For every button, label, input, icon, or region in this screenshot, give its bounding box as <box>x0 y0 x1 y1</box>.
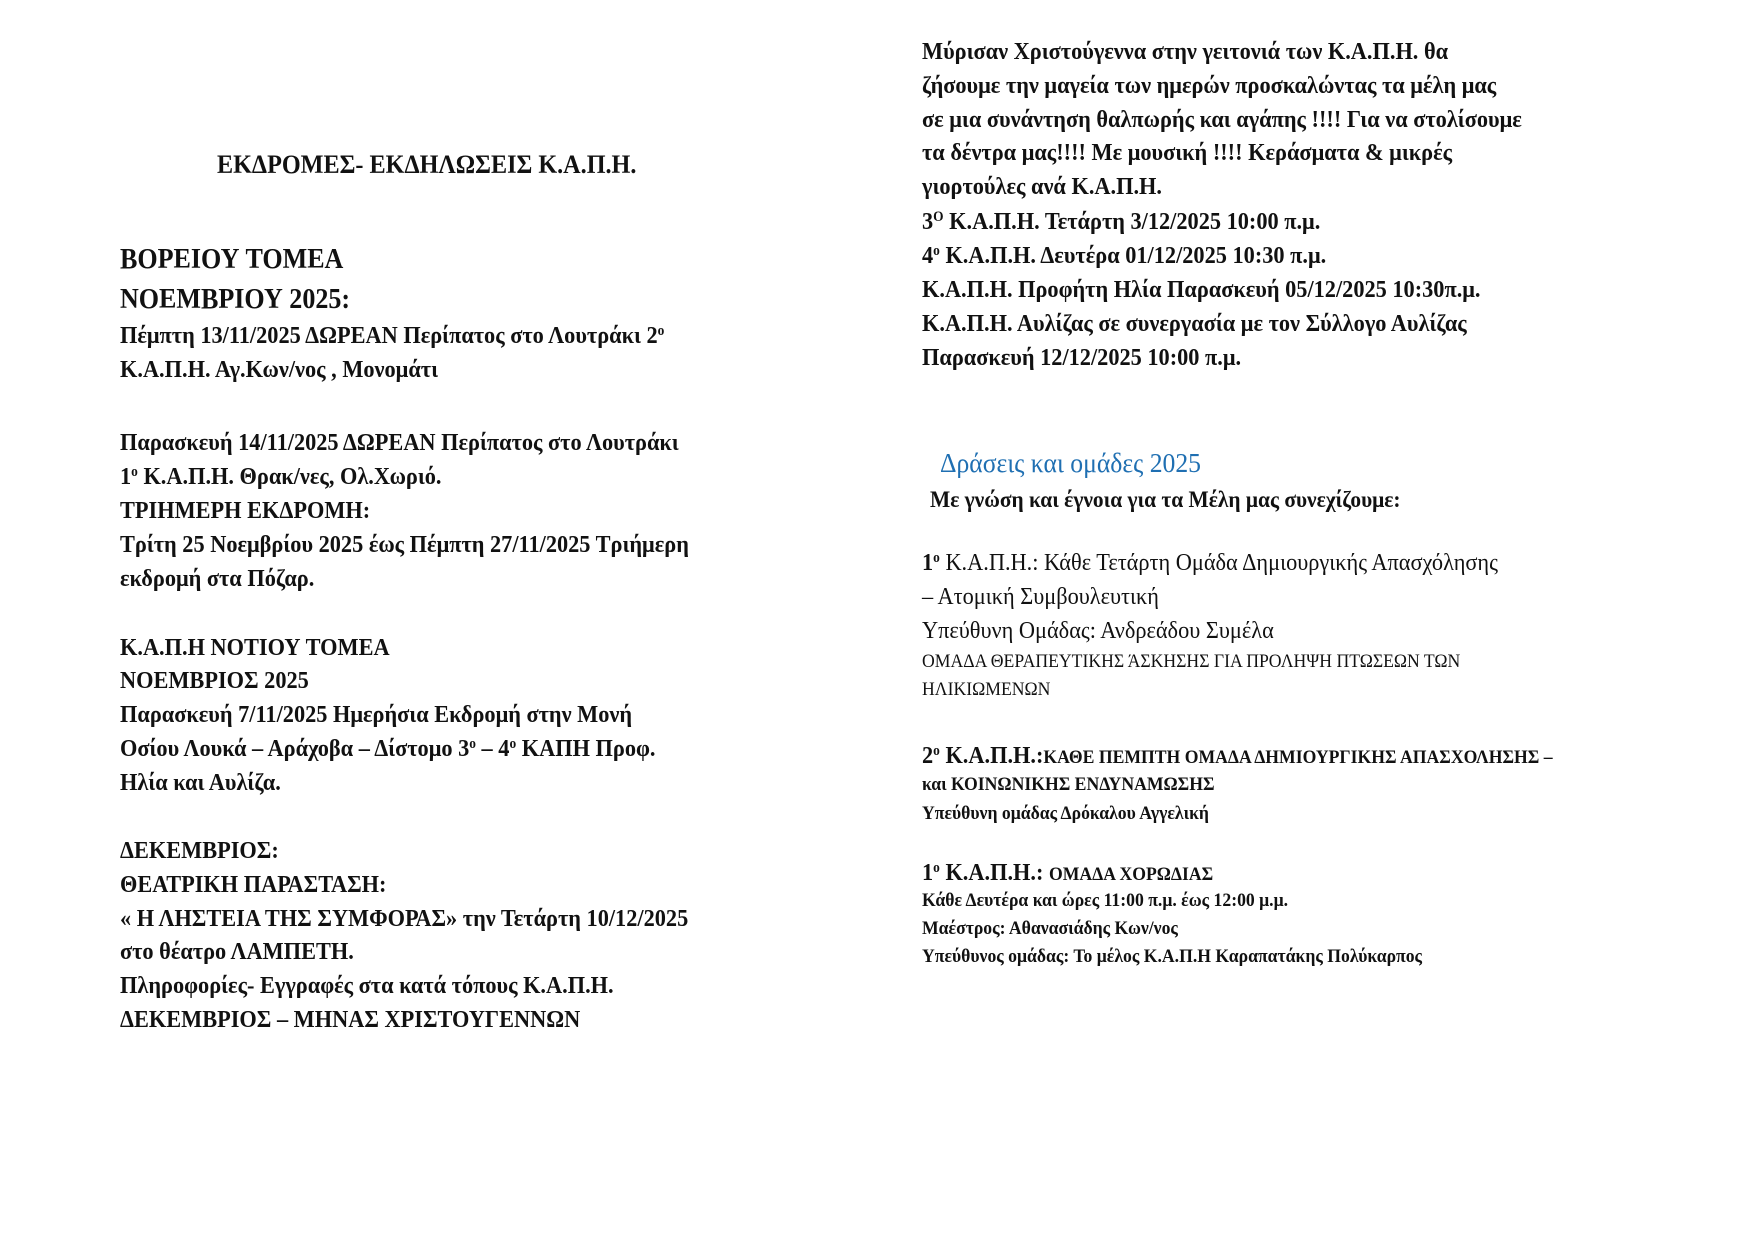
group3-num: 1 <box>922 860 934 886</box>
event-3rd-kapi <box>922 210 1320 234</box>
christmas-heading: ΔΕΚΕΜΒΡΙΟΣ – ΜΗΝΑΣ ΧΡΙΣΤΟΥΓΕΝΝΩΝ <box>120 1007 581 1033</box>
info-line: Πληροφορίες- Εγγραφές στα κατά τόπους Κ.Α.Π.Η. <box>120 973 614 999</box>
event1-num: 3 <box>922 209 934 235</box>
walk2-line1: Παρασκευή 14/11/2025 ΔΩΡΕΑΝ Περίπατος στο Λουτράκι <box>120 430 679 456</box>
south-text-b: – 4 <box>475 736 510 762</box>
group1-line3: Υπεύθυνη Ομάδας: Ανδρεάδου Συμέλα <box>922 618 1274 644</box>
north-month-heading: ΝΟΕΜΒΡΙΟΥ 2025: <box>120 284 351 315</box>
group2-label: Κ.Α.Π.Η.: <box>939 743 1044 769</box>
ordinal-sup: ο <box>933 860 940 877</box>
group3-line4: Υπεύθυνος ομάδας: Το μέλος Κ.Α.Π.Η Καραπατάκης Πολύκαρπος <box>922 946 1423 967</box>
walk1-line2: Κ.Α.Π.Η. Αγ.Κων/νος , Μονομάτι <box>120 357 439 383</box>
event-profitis-ilias: Κ.Α.Π.Η. Προφήτη Ηλία Παρασκευή 05/12/2025 10:30π.μ. <box>922 277 1481 303</box>
actions-heading: Δράσεις και ομάδες 2025 <box>940 448 1201 478</box>
theatre-line2: στο θέατρο ΛΑΜΠΕΤΗ. <box>120 939 354 965</box>
group2-line1 <box>922 744 1553 768</box>
walk1-line1 <box>120 324 664 348</box>
walk1-text: Πέμπτη 13/11/2025 ΔΩΡΕΑΝ Περίπατος στο Λουτράκι 2 <box>120 323 658 349</box>
group1-line1 <box>922 551 1498 575</box>
event-avliza-line1: Κ.Α.Π.Η. Αυλίζας σε συνεργασία με τον Σύλλογο Αυλίζας <box>922 311 1467 337</box>
intro-line: ζήσουμε την μαγεία των ημερών προσκαλώντας τα μέλη μας <box>922 73 1497 99</box>
ordinal-sup: ο <box>509 736 517 753</box>
ordinal-sup: ο <box>933 743 940 760</box>
group1-line5: ΗΛΙΚΙΩΜΕΝΩΝ <box>922 679 1051 700</box>
walk2-num: 1 <box>120 464 132 490</box>
ordinal-sup: ο <box>131 464 138 481</box>
south-line1: Παρασκευή 7/11/2025 Ημερήσια Εκδρομή στην Μονή <box>120 702 633 728</box>
group2-line2: και ΚΟΙΝΩΝΙΚΗΣ ΕΝΔΥΝΑΜΩΣΗΣ <box>922 774 1215 795</box>
intro-line: σε μια συνάντηση θαλπωρής και αγάπης !!!! Για να στολίσουμε <box>922 107 1522 133</box>
ordinal-sup: ο <box>933 550 940 567</box>
group3-line1 <box>922 861 1213 885</box>
south-sector-heading: Κ.Α.Π.Η ΝΟΤΙΟΥ ΤΟΜΕΑ <box>120 635 390 661</box>
group3-label: Κ.Α.Π.Η.: <box>939 860 1049 886</box>
trip-line1: Τρίτη 25 Νοεμβρίου 2025 έως Πέμπτη 27/11/2025 Τριήμερη <box>120 532 689 558</box>
trip-line2: εκδρομή στα Πόζαρ. <box>120 566 315 592</box>
group1-line2: – Ατομική Συμβουλευτική <box>922 584 1159 610</box>
south-line2 <box>120 737 655 761</box>
group1-line4: ΟΜΑΔΑ ΘΕΡΑΠΕΥΤΙΚΗΣ ΆΣΚΗΣΗΣ ΓΙΑ ΠΡΟΛΗΨΗ ΠΤΩΣΕΩΝ ΤΩΝ <box>922 651 1461 672</box>
south-month-heading: ΝΟΕΜΒΡΙΟΣ 2025 <box>120 668 309 694</box>
group1-text: Κ.Α.Π.Η.: Κάθε Τετάρτη Ομάδα Δημιουργικής Απασχόλησης <box>939 550 1498 576</box>
group3-line3: Μαέστρος: Αθανασιάδης Κων/νος <box>922 918 1178 939</box>
group3-line2: Κάθε Δευτέρα και ώρες 11:00 π.μ. έως 12:00 μ.μ. <box>922 890 1289 911</box>
actions-subheading: Με γνώση και έγνοια για τα Μέλη μας συνεχίζουμε: <box>930 487 1401 512</box>
south-text-a: Οσίου Λουκά – Αράχοβα – Δίστομο 3 <box>120 736 470 762</box>
intro-line: τα δέντρα μας!!!! Με μουσική !!!! Κεράσματα & μικρές <box>922 140 1453 166</box>
trip-heading: ΤΡΙΗΜΕΡΗ ΕΚΔΡΟΜΗ: <box>120 498 371 524</box>
ordinal-sup: ο <box>469 736 476 753</box>
group2-line3: Υπεύθυνη ομάδας Δρόκαλου Αγγελική <box>922 803 1209 824</box>
event1-text: Κ.Α.Π.Η. Τετάρτη 3/12/2025 10:00 π.μ. <box>943 209 1321 235</box>
theatre-line1: « Η ΛΗΣΤΕΙΑ ΤΗΣ ΣΥΜΦΟΡΑΣ» την Τετάρτη 10/12/2025 <box>120 906 689 932</box>
walk2-line2 <box>120 465 442 489</box>
south-text-c: ΚΑΠΗ Προφ. <box>516 736 656 762</box>
walk2-text: Κ.Α.Π.Η. Θρακ/νες, Ολ.Χωριό. <box>137 464 442 490</box>
event2-num: 4 <box>922 243 934 269</box>
intro-line: Μύρισαν Χριστούγεννα στην γειτονιά των Κ.Α.Π.Η. θα <box>922 39 1449 65</box>
ordinal-sup: Ο <box>933 209 944 226</box>
intro-line: γιορτούλες ανά Κ.Α.Π.Η. <box>922 174 1162 200</box>
event-avliza-line2: Παρασκευή 12/12/2025 10:00 π.μ. <box>922 345 1242 371</box>
group2-text: ΚΑΘΕ ΠΕΜΠΤΗ ΟΜΑΔΑ ΔΗΜΙΟΥΡΓΙΚΗΣ ΑΠΑΣΧΟΛΗΣΗΣ – <box>1043 747 1553 768</box>
north-sector-heading: ΒΟΡΕΙΟΥ ΤΟΜΕΑ <box>120 244 344 275</box>
december-heading: ΔΕΚΕΜΒΡΙΟΣ: <box>120 838 279 864</box>
ordinal-sup: ο <box>933 243 940 260</box>
event2-text: Κ.Α.Π.Η. Δευτέρα 01/12/2025 10:30 π.μ. <box>939 243 1327 269</box>
ordinal-sup: ο <box>657 323 665 340</box>
group3-text: ΟΜΑΔΑ ΧΟΡΩΔΙΑΣ <box>1048 864 1214 885</box>
event-4th-kapi <box>922 244 1326 268</box>
theatre-heading: ΘΕΑΤΡΙΚΗ ΠΑΡΑΣΤΑΣΗ: <box>120 872 387 898</box>
group1-num: 1 <box>922 550 934 576</box>
group2-num: 2 <box>922 743 934 769</box>
page-title: ΕΚΔΡΟΜΕΣ- ΕΚΔΗΛΩΣΕΙΣ Κ.Α.Π.Η. <box>217 150 637 179</box>
south-line3: Ηλία και Αυλίζα. <box>120 770 281 796</box>
